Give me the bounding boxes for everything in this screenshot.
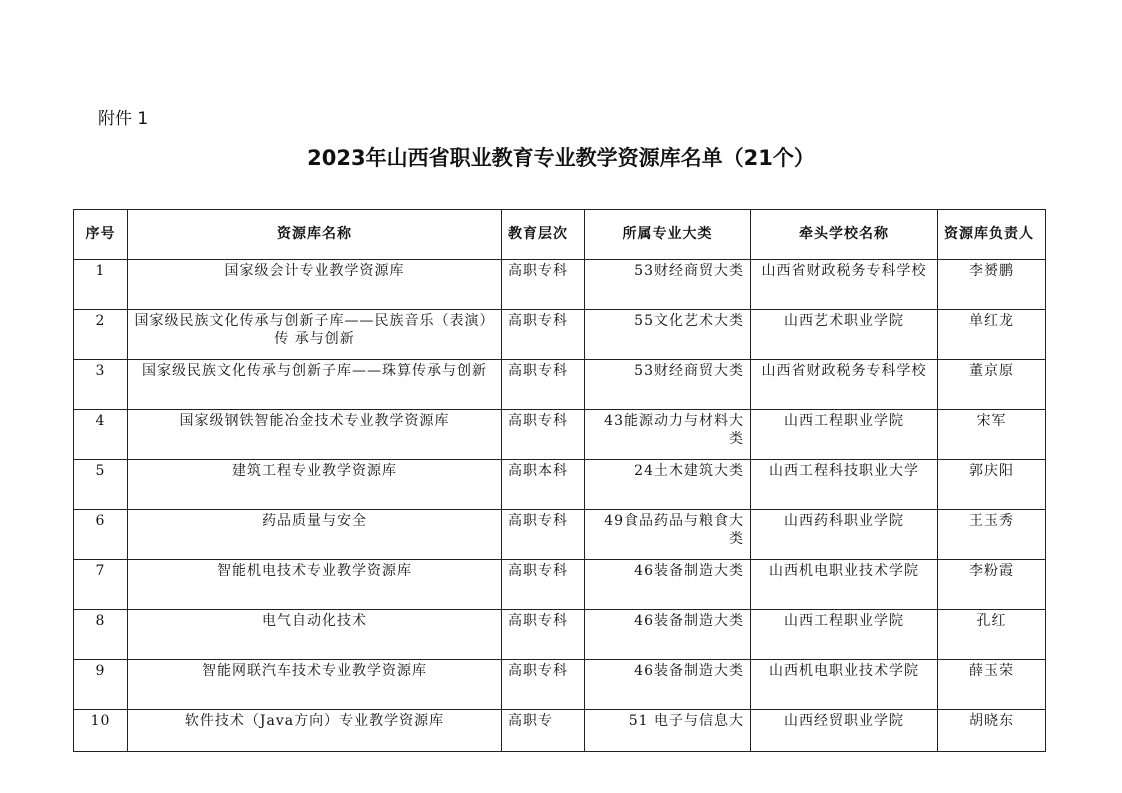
lead-school-cell: 山西机电职业技术学院 bbox=[751, 660, 938, 710]
lead-school-cell: 山西省财政税务专科学校 bbox=[751, 260, 938, 310]
table-row bbox=[74, 410, 1046, 460]
library-name-cell: 国家级钢铁智能冶金技术专业教学资源库 bbox=[128, 410, 502, 460]
education-level-cell: 高职专 bbox=[502, 710, 585, 752]
row-number-cell: 4 bbox=[74, 410, 128, 460]
column-header-no: 序号 bbox=[74, 210, 128, 260]
table-row bbox=[74, 360, 1046, 410]
major-category-cell: 46装备制造大类 bbox=[585, 660, 751, 710]
row-number-cell: 9 bbox=[74, 660, 128, 710]
row-number-cell: 3 bbox=[74, 360, 128, 410]
table-row bbox=[74, 660, 1046, 710]
row-number-cell: 2 bbox=[74, 310, 128, 360]
library-leader-cell: 董京原 bbox=[938, 360, 1046, 410]
library-leader-cell: 宋军 bbox=[938, 410, 1046, 460]
education-level-cell: 高职专科 bbox=[502, 660, 585, 710]
major-category-cell: 53财经商贸大类 bbox=[585, 260, 751, 310]
lead-school-cell: 山西艺术职业学院 bbox=[751, 310, 938, 360]
major-category-cell: 53财经商贸大类 bbox=[585, 360, 751, 410]
table-row bbox=[74, 560, 1046, 610]
major-category-cell: 49食品药品与粮食大类 bbox=[585, 510, 751, 560]
major-category-cell: 46装备制造大类 bbox=[585, 560, 751, 610]
major-category-cell: 24土木建筑大类 bbox=[585, 460, 751, 510]
lead-school-cell: 山西机电职业技术学院 bbox=[751, 560, 938, 610]
table-row bbox=[74, 310, 1046, 360]
lead-school-cell: 山西工程职业学院 bbox=[751, 410, 938, 460]
row-number-cell: 7 bbox=[74, 560, 128, 610]
library-name-cell: 智能机电技术专业教学资源库 bbox=[128, 560, 502, 610]
major-category-cell: 46装备制造大类 bbox=[585, 610, 751, 660]
library-name-cell: 软件技术（Java方向）专业教学资源库 bbox=[128, 710, 502, 752]
library-leader-cell: 单红龙 bbox=[938, 310, 1046, 360]
table-row bbox=[74, 260, 1046, 310]
row-number-cell: 5 bbox=[74, 460, 128, 510]
library-leader-cell: 孔红 bbox=[938, 610, 1046, 660]
library-leader-cell: 李粉霞 bbox=[938, 560, 1046, 610]
education-level-cell: 高职专科 bbox=[502, 510, 585, 560]
lead-school-cell: 山西工程职业学院 bbox=[751, 610, 938, 660]
library-leader-cell: 李赟鹏 bbox=[938, 260, 1046, 310]
column-header-category: 所属专业大类 bbox=[585, 210, 751, 260]
column-header-name: 资源库名称 bbox=[128, 210, 502, 260]
major-category-cell: 55文化艺术大类 bbox=[585, 310, 751, 360]
library-name-cell: 国家级民族文化传承与创新子库——珠算传承与创新 bbox=[128, 360, 502, 410]
attachment-label: 附件 1 bbox=[98, 109, 149, 129]
education-level-cell: 高职本科 bbox=[502, 460, 585, 510]
major-category-cell: 51 电子与信息大 bbox=[585, 710, 751, 752]
column-header-school: 牵头学校名称 bbox=[751, 210, 938, 260]
education-level-cell: 高职专科 bbox=[502, 260, 585, 310]
row-number-cell: 10 bbox=[74, 710, 128, 752]
table-row bbox=[74, 610, 1046, 660]
library-leader-cell: 王玉秀 bbox=[938, 510, 1046, 560]
major-category-cell: 43能源动力与材料大类 bbox=[585, 410, 751, 460]
education-level-cell: 高职专科 bbox=[502, 360, 585, 410]
library-name-cell: 电气自动化技术 bbox=[128, 610, 502, 660]
library-leader-cell: 胡晓东 bbox=[938, 710, 1046, 752]
lead-school-cell: 山西经贸职业学院 bbox=[751, 710, 938, 752]
education-level-cell: 高职专科 bbox=[502, 310, 585, 360]
education-level-cell: 高职专科 bbox=[502, 560, 585, 610]
resource-library-table bbox=[73, 209, 1046, 752]
lead-school-cell: 山西药科职业学院 bbox=[751, 510, 938, 560]
library-name-cell: 智能网联汽车技术专业教学资源库 bbox=[128, 660, 502, 710]
table-row bbox=[74, 460, 1046, 510]
education-level-cell: 高职专科 bbox=[502, 610, 585, 660]
table-body bbox=[74, 260, 1046, 752]
row-number-cell: 1 bbox=[74, 260, 128, 310]
education-level-cell: 高职专科 bbox=[502, 410, 585, 460]
table-row bbox=[74, 510, 1046, 560]
column-header-level: 教育层次 bbox=[502, 210, 585, 260]
page-title: 2023年山西省职业教育专业教学资源库名单（21个） bbox=[307, 146, 815, 170]
library-leader-cell: 薛玉荣 bbox=[938, 660, 1046, 710]
row-number-cell: 6 bbox=[74, 510, 128, 560]
library-name-cell: 药品质量与安全 bbox=[128, 510, 502, 560]
row-number-cell: 8 bbox=[74, 610, 128, 660]
table-header-row bbox=[74, 210, 1046, 260]
column-header-leader: 资源库负责人 bbox=[938, 210, 1046, 260]
library-name-cell: 国家级会计专业教学资源库 bbox=[128, 260, 502, 310]
lead-school-cell: 山西工程科技职业大学 bbox=[751, 460, 938, 510]
table-row bbox=[74, 710, 1046, 752]
library-leader-cell: 郭庆阳 bbox=[938, 460, 1046, 510]
lead-school-cell: 山西省财政税务专科学校 bbox=[751, 360, 938, 410]
library-name-cell: 建筑工程专业教学资源库 bbox=[128, 460, 502, 510]
library-name-cell: 国家级民族文化传承与创新子库——民族音乐（表演）传 承与创新 bbox=[128, 310, 502, 360]
